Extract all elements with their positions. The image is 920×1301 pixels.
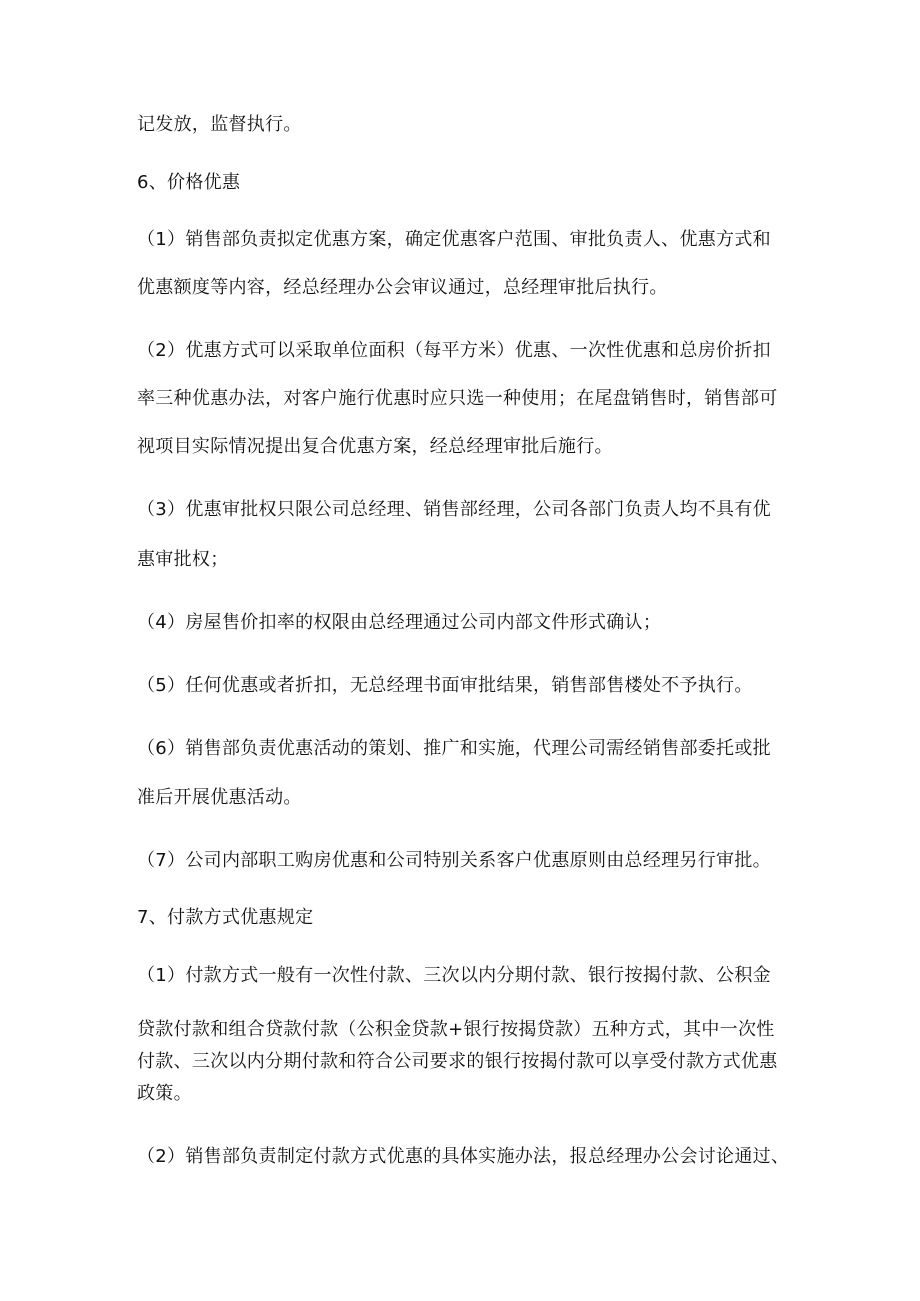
text-line: （4）房屋售价扣率的权限由总经理通过公司内部文件形式确认；	[137, 612, 662, 633]
text-line: 视项目实际情况提出复合优惠方案，经总经理审批后施行。	[137, 436, 613, 457]
text-line: （2）销售部负责制定付款方式优惠的具体实施办法，报总经理办公会讨论通过、	[137, 1146, 790, 1167]
text-line: 政策。	[137, 1083, 192, 1104]
text-line: 准后开展优惠活动。	[137, 787, 302, 808]
text-line: 惠审批权；	[137, 549, 229, 570]
text-line: （2）优惠方式可以采取单位面积（每平方米）优惠、一次性优惠和总房价折扣	[137, 340, 771, 361]
text-line: （1）销售部负责拟定优惠方案，确定优惠客户范围、审批负责人、优惠方式和	[137, 229, 771, 250]
text-line: 优惠额度等内容，经总经理办公会审议通过，总经理审批后执行。	[137, 277, 668, 298]
section-heading-payment-discount: 7、付款方式优惠规定	[137, 907, 314, 928]
text-line: 付款、三次以内分期付款和符合公司要求的银行按揭付款可以享受付款方式优惠	[137, 1051, 778, 1072]
text-line: （6）销售部负责优惠活动的策划、推广和实施，代理公司需经销售部委托或批	[137, 738, 771, 759]
text-line: （3）优惠审批权只限公司总经理、销售部经理，公司各部门负责人均不具有优	[137, 499, 771, 520]
text-line: （7）公司内部职工购房优惠和公司特别关系客户优惠原则由总经理另行审批。	[137, 850, 771, 871]
text-line: 贷款付款和组合贷款付款（公积金贷款+银行按揭贷款）五种方式，其中一次性	[137, 1019, 775, 1040]
text-line: （1）付款方式一般有一次性付款、三次以内分期付款、银行按揭付款、公积金	[137, 965, 771, 986]
text-line: 记发放，监督执行。	[137, 114, 302, 135]
text-line: 率三种优惠办法，对客户施行优惠时应只选一种使用；在尾盘销售时，销售部可	[137, 388, 778, 409]
section-heading-price-discount: 6、价格优惠	[137, 172, 241, 193]
text-line: （5）任何优惠或者折扣，无总经理书面审批结果，销售部售楼处不予执行。	[137, 675, 753, 696]
